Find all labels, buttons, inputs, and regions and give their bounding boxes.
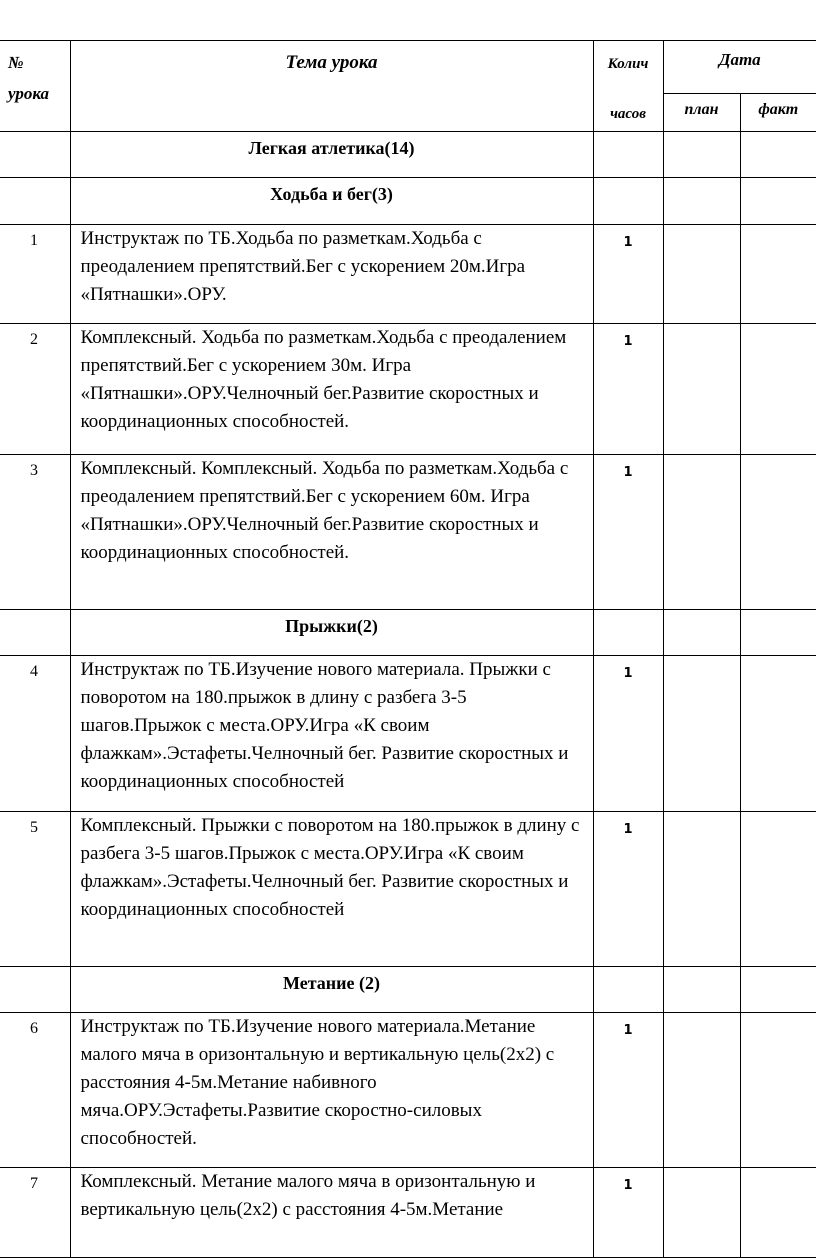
lesson-row	[0, 455, 816, 610]
lesson-topic: Комплексный. Метание малого мяча в оризонтальную и вертикальную цель(2х2) с расстояния 4-5м.Метание	[70, 1168, 593, 1258]
lesson-fact-date	[740, 324, 816, 455]
lesson-number: 5	[0, 812, 70, 967]
lesson-fact-date	[740, 225, 816, 324]
header-fact: факт	[740, 94, 816, 132]
lesson-hours: 1	[593, 455, 663, 610]
section-title: Легкая атлетика(14)	[70, 132, 593, 178]
section-row	[0, 610, 816, 656]
lesson-fact-date	[740, 1013, 816, 1168]
lesson-row	[0, 225, 816, 324]
lesson-topic: Комплексный. Комплексный. Ходьба по разметкам.Ходьба с преодалением препятствий.Бег с ускорением 60м. Игра «Пятнашки».ОРУ.Челночный бег.Развитие скоростных и координационных способностей.	[70, 455, 593, 610]
lesson-hours: 1	[593, 324, 663, 455]
lesson-row	[0, 656, 816, 812]
lesson-fact-date	[740, 656, 816, 812]
header-hours: Колич часов	[593, 41, 663, 132]
lesson-hours: 1	[593, 1168, 663, 1258]
lesson-topic: Инструктаж по ТБ.Изучение нового материала.Метание малого мяча в оризонтальную и вертикальную цель(2х2) с расстояния 4-5м.Метание набивного мяча.ОРУ.Эстафеты.Развитие скоростно-силовых способностей.	[70, 1013, 593, 1168]
lesson-plan-date	[663, 455, 740, 610]
lesson-plan-date	[663, 324, 740, 455]
lesson-fact-date	[740, 455, 816, 610]
section-row	[0, 178, 816, 225]
lesson-hours: 1	[593, 225, 663, 324]
lesson-plan-date	[663, 1013, 740, 1168]
header-date: Дата	[663, 41, 816, 94]
lesson-plan-date	[663, 656, 740, 812]
lesson-number: 6	[0, 1013, 70, 1168]
lesson-topic: Комплексный. Прыжки с поворотом на 180.прыжок в длину с разбега 3-5 шагов.Прыжок с места.ОРУ.Игра «К своим флажкам».Эстафеты.Челночный бег. Развитие скоростных и координационных способностей	[70, 812, 593, 967]
lesson-fact-date	[740, 812, 816, 967]
lesson-row	[0, 1013, 816, 1168]
lesson-fact-date	[740, 1168, 816, 1258]
header-row	[0, 41, 816, 94]
header-lesson-number: № урока	[0, 41, 70, 132]
header-topic: Тема урока	[70, 41, 593, 132]
lesson-number: 4	[0, 656, 70, 812]
lesson-number: 3	[0, 455, 70, 610]
section-title: Прыжки(2)	[70, 610, 593, 656]
lesson-topic: Комплексный. Ходьба по разметкам.Ходьба с преодалением препятствий.Бег с ускорением 30м. Игра «Пятнашки».ОРУ.Челночный бег.Развитие скоростных и координационных способностей.	[70, 324, 593, 455]
section-row	[0, 132, 816, 178]
lesson-number: 2	[0, 324, 70, 455]
lesson-plan-date	[663, 1168, 740, 1258]
header-plan: план	[663, 94, 740, 132]
lesson-topic: Инструктаж по ТБ.Ходьба по разметкам.Ходьба с преодалением препятствий.Бег с ускорением 20м.Игра «Пятнашки».ОРУ.	[70, 225, 593, 324]
lesson-plan-date	[663, 225, 740, 324]
section-row	[0, 967, 816, 1013]
lesson-hours: 1	[593, 812, 663, 967]
lesson-number: 7	[0, 1168, 70, 1258]
lesson-topic: Инструктаж по ТБ.Изучение нового материала. Прыжки с поворотом на 180.прыжок в длину с разбега 3-5 шагов.Прыжок с места.ОРУ.Игра «К своим флажкам».Эстафеты.Челночный бег. Развитие скоростных и координационных способностей	[70, 656, 593, 812]
section-title: Ходьба и бег(3)	[70, 178, 593, 225]
lesson-hours: 1	[593, 1013, 663, 1168]
lesson-row	[0, 324, 816, 455]
lesson-row	[0, 812, 816, 967]
lesson-plan-date	[663, 812, 740, 967]
lesson-hours: 1	[593, 656, 663, 812]
lesson-number: 1	[0, 225, 70, 324]
lesson-plan-table	[0, 40, 816, 1258]
lesson-row	[0, 1168, 816, 1258]
section-title: Метание (2)	[70, 967, 593, 1013]
